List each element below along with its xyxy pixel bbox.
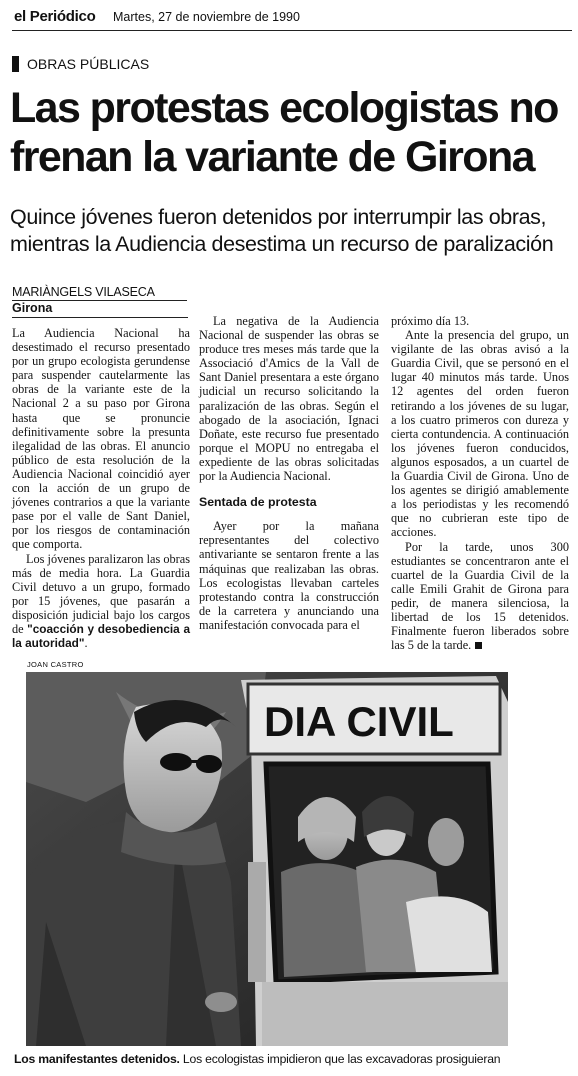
paragraph: La negativa de la Audiencia Nacional de suspender las obras se produce tres meses más tarde que la Associació d'Amics de la Vall de Sant Daniel presentara a este órgano judicial un recurso solicitando la paralización de las obras. Según el abogado de la asociación, Ignaci Doñate, este recurso fue presentado porque el MOPU no entregaba el expediente de las obras solicitadas por la Audiencia Nacional.: [199, 314, 379, 484]
byline-divider: [12, 317, 188, 318]
news-photo: [26, 672, 508, 1046]
masthead: [12, 6, 572, 31]
paragraph: Por la tarde, unos 300 estudiantes se concentraron ante el cuartel de la Guardia Civil de la calle Emili Grahit de Girona para pedir, de manera silenciosa, la libertad de los 15 detenidos. Finalmente fueron liberados sobre las 5 de la tarde.: [391, 539, 569, 653]
article-column-3: [391, 314, 569, 652]
issue-date: Martes, 27 de noviembre de 1990: [113, 10, 300, 24]
section-label: [12, 56, 149, 72]
section-title: OBRAS PÚBLICAS: [27, 56, 150, 72]
quoted-charges: "coacción y desobediencia a la autoridad": [12, 621, 191, 651]
photo-credit: JOAN CASTRO: [27, 660, 84, 669]
photo-caption: [14, 1052, 574, 1066]
paragraph: Los jóvenes paralizaron las obras más de media hora. La Guardia Civil detuvo a un grupo, formado por 15 jóvenes, que pasarán a disposición judicial bajo los cargos de "coacción y desobediencia a la autoridad".: [12, 551, 191, 651]
paragraph: Ante la presencia del grupo, un vigilante de las obras avisó a la Guardia Civil, que se personó en el lugar 40 minutos más tarde. Unos 12 agentes del orden fueron retirando a los jóvenes de su lugar, a los cuatro primeros con dureza y cierta contundencia. A continuación los jóvenes fueron conducidos, algunos esposados, a un cuartel de la Guardia Civil de Girona. Uno de los agentes se dirigió amablemente a los periodistas y les recomendó que no cubrieran este tipo de acciones.: [391, 328, 569, 540]
caption-lead: Los manifestantes detenidos.: [14, 1052, 180, 1066]
article-column-1: [12, 326, 190, 650]
section-subhead: Sentada de protesta: [199, 495, 317, 510]
vehicle-sign: DIA CIVIL: [264, 698, 454, 745]
caption-text: Los ecologistas impidieron que las excavadoras prosiguieran: [179, 1052, 501, 1066]
newspaper-name: el Periódico: [14, 8, 96, 25]
byline-place: Girona: [12, 301, 53, 315]
headline: Las protestas ecologistas no frenan la variante de Girona: [10, 84, 558, 181]
end-of-article-icon: [475, 642, 482, 649]
section-marker-icon: [12, 56, 19, 72]
paragraph: La Audiencia Nacional ha desestimado el recurso presentado por un grupo ecologista gerundense para suspender cautelarmente las obras de la variante este de la Nacional 2 a su paso por Girona hasta que se pronuncie definitivamente sobre la presunta ilegalidad de las obras. El anuncio público de esta resolución de la Audiencia Nacional coincidió ayer con la acción de un grupo de jóvenes contrarios a que la variante pase por el valle de Sant Daniel, por los riesgos de contaminación que comporta.: [12, 326, 190, 552]
subheadline: Quince jóvenes fueron detenidos por interrumpir las obras, mientras la Audiencia desestima un recurso de paralización: [10, 205, 554, 256]
paragraph: Ayer por la mañana representantes del colectivo antivariante se sentaron frente a las máquinas que realizaban las obras. Los ecologistas llevaban carteles protestando contra la construcción de la carretera y anunciando una manifestación convocada para el: [199, 519, 379, 632]
byline-author: MARIÀNGELS VILASECA: [12, 285, 187, 301]
paragraph: próximo día 13.: [391, 314, 470, 328]
article-column-2: [199, 314, 379, 632]
